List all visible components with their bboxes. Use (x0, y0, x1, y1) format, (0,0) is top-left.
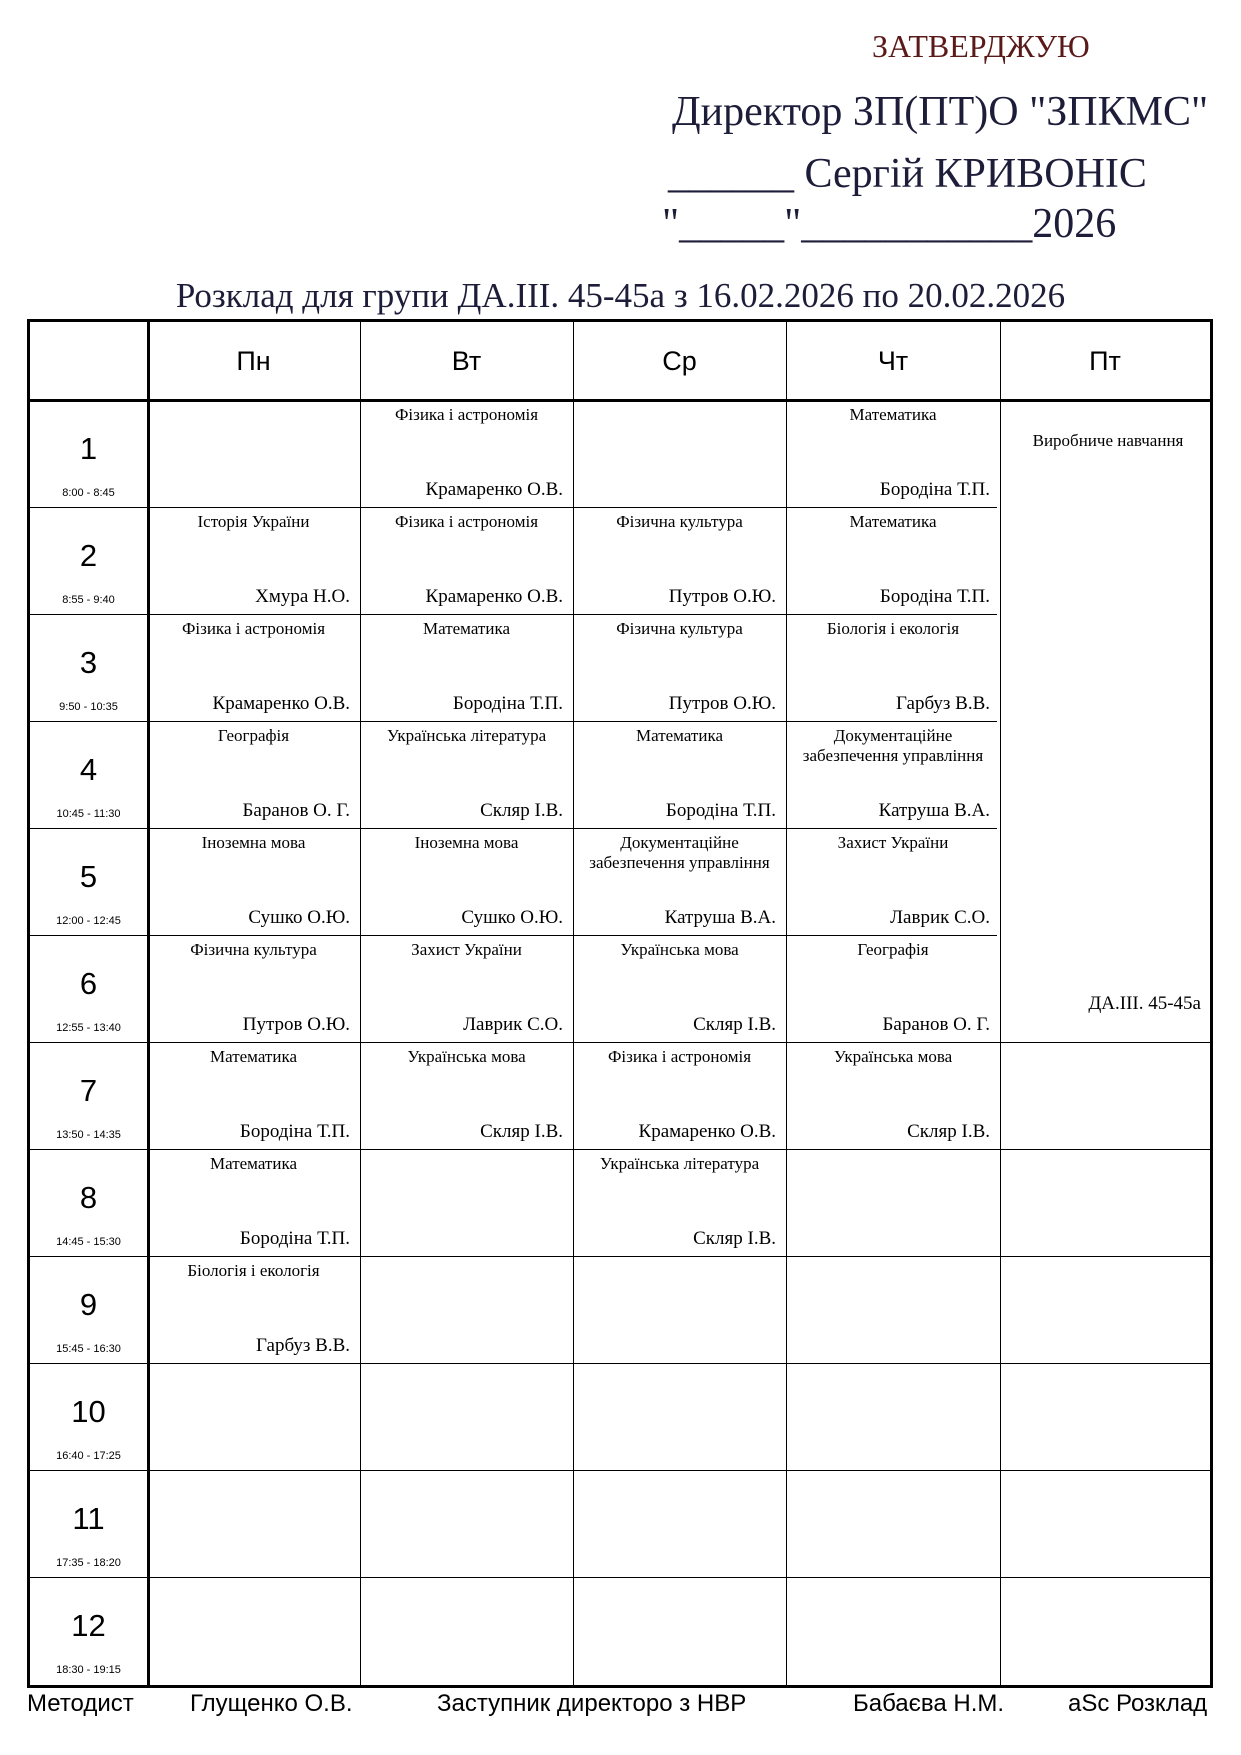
lesson-subject: Фізика і астрономія (394, 512, 539, 531)
period-time: 16:40 - 17:25 (56, 1450, 121, 1462)
day-header-3: Ср (662, 346, 697, 376)
row-divider (30, 935, 997, 936)
period-number: 6 (79, 966, 98, 1001)
lesson-teacher: Бородіна Т.П. (879, 586, 990, 607)
methodist-name: Глущенко О.В. (190, 1690, 353, 1717)
lesson-subject: Математика (209, 1154, 298, 1173)
row-divider (30, 1042, 1210, 1043)
period-time: 9:50 - 10:35 (59, 701, 118, 713)
column-divider (786, 322, 787, 1685)
page-title: Розклад для групи ДА.ІІІ. 45-45а з 16.02.2026 по 20.02.2026 (175, 276, 1066, 315)
lesson-teacher: Крамаренко О.В. (638, 1121, 776, 1142)
lesson-subject: Українська література (386, 726, 547, 745)
deputy-name: Бабаєва Н.М. (853, 1690, 1005, 1717)
period-time: 13:50 - 14:35 (56, 1129, 121, 1141)
lesson-teacher: Катруша В.А. (878, 800, 990, 821)
lesson-subject: Математика (635, 726, 724, 745)
lesson-teacher: Скляр І.В. (693, 1228, 776, 1249)
period-time: 17:35 - 18:20 (56, 1557, 121, 1569)
lesson-subject: Фізична культура (616, 512, 743, 531)
period-time: 10:45 - 11:30 (56, 808, 121, 820)
row-divider (30, 828, 997, 829)
period-number: 1 (79, 431, 98, 466)
lesson-teacher: Крамаренко О.В. (212, 693, 350, 714)
column-divider (147, 322, 150, 1685)
period-time: 14:45 - 15:30 (56, 1236, 121, 1248)
lesson-teacher: Сушко О.Ю. (248, 907, 350, 928)
deputy-label: Заступник директоро з НВР (437, 1690, 747, 1717)
period-time: 18:30 - 19:15 (56, 1664, 121, 1676)
period-time: 8:00 - 8:45 (62, 487, 115, 499)
lesson-subject: Біологія і екологія (187, 1261, 320, 1280)
row-divider (30, 1149, 1210, 1150)
day-header-2: Вт (451, 346, 482, 376)
lesson-subject: Захист України (411, 940, 522, 959)
signature-line: ______ Сергій КРИВОНІС (668, 151, 1147, 197)
lesson-teacher: Баранов О. Г. (242, 800, 350, 821)
lesson-teacher: Баранов О. Г. (882, 1014, 990, 1035)
lesson-teacher: Бородіна Т.П. (879, 479, 990, 500)
row-divider (30, 1470, 1210, 1471)
period-number: 8 (79, 1180, 98, 1215)
lesson-teacher: Крамаренко О.В. (425, 586, 563, 607)
lesson-teacher: Бородіна Т.П. (452, 693, 563, 714)
lesson-subject: Біологія і екологія (826, 619, 960, 638)
lesson-teacher: Скляр І.В. (480, 1121, 563, 1142)
period-number: 7 (79, 1073, 98, 1108)
period-number: 4 (79, 752, 98, 787)
lesson-teacher: Путров О.Ю. (242, 1014, 350, 1035)
friday-subject: Виробниче навчання (1032, 431, 1184, 450)
date-line: "_____"___________2026 (662, 201, 1117, 247)
lesson-teacher: Гарбуз В.В. (256, 1335, 350, 1356)
day-header-1: Пн (236, 346, 271, 376)
lesson-teacher: Лаврик С.О. (890, 907, 990, 928)
period-number: 10 (71, 1394, 106, 1429)
row-divider (30, 614, 997, 615)
lesson-teacher: Скляр І.В. (480, 800, 563, 821)
lesson-subject: Математика (209, 1047, 298, 1066)
period-number: 5 (79, 859, 98, 894)
period-time: 8:55 - 9:40 (62, 594, 115, 606)
row-divider (30, 507, 997, 508)
period-number: 3 (79, 645, 98, 680)
schedule-table (27, 319, 1213, 1688)
lesson-subject: Фізика і астрономія (181, 619, 326, 638)
lesson-teacher: Катруша В.А. (664, 907, 776, 928)
lesson-subject: Математика (849, 512, 937, 531)
lesson-teacher: Путров О.Ю. (668, 693, 776, 714)
period-number: 11 (72, 1501, 105, 1536)
period-number: 12 (71, 1608, 106, 1643)
lesson-subject: Українська мова (620, 940, 739, 959)
lesson-teacher: Гарбуз В.В. (896, 693, 990, 714)
period-time: 12:55 - 13:40 (56, 1022, 121, 1034)
friday-group: ДА.ІІІ. 45-45а (1088, 993, 1201, 1014)
lesson-teacher: Скляр І.В. (907, 1121, 990, 1142)
column-divider (1000, 322, 1001, 1685)
row-divider (30, 1363, 1210, 1364)
lesson-subject: Фізика і астрономія (607, 1047, 752, 1066)
lesson-subject: Фізична культура (190, 940, 317, 959)
lesson-teacher: Бородіна Т.П. (665, 800, 776, 821)
lesson-subject: Іноземна мова (414, 833, 519, 852)
lesson-subject: Історія України (197, 512, 310, 531)
lesson-subject: Українська мова (833, 1047, 953, 1066)
lesson-subject: Іноземна мова (201, 833, 306, 852)
period-time: 12:00 - 12:45 (56, 915, 121, 927)
row-divider (30, 1256, 1210, 1257)
lesson-subject: Документаційне забезпечення управління (589, 833, 770, 872)
lesson-teacher: Путров О.Ю. (668, 586, 776, 607)
period-time: 15:45 - 16:30 (56, 1343, 121, 1355)
row-divider (30, 1577, 1210, 1578)
lesson-subject: Українська мова (407, 1047, 526, 1066)
period-number: 9 (79, 1287, 98, 1322)
lesson-subject: Фізика і астрономія (394, 405, 539, 424)
row-divider (30, 721, 997, 722)
column-divider (360, 322, 361, 1685)
methodist-label: Методист (27, 1690, 134, 1717)
lesson-teacher: Бородіна Т.П. (239, 1228, 350, 1249)
approve-stamp: ЗАТВЕРДЖУЮ (872, 28, 1090, 64)
lesson-teacher: Лаврик С.О. (463, 1014, 563, 1035)
lesson-subject: Фізична культура (616, 619, 743, 638)
lesson-subject: Географія (857, 940, 929, 959)
lesson-teacher: Скляр І.В. (693, 1014, 776, 1035)
lesson-teacher: Хмура Н.О. (255, 586, 350, 607)
lesson-subject: Географія (217, 726, 290, 745)
lesson-subject: Документаційне забезпечення управління (802, 726, 984, 765)
day-header-4: Чт (877, 346, 909, 376)
lesson-subject: Захист України (837, 833, 949, 852)
director-title: Директор ЗП(ПТ)О "ЗПКМС" (672, 89, 1209, 135)
friday-practice-block (1003, 401, 1213, 1041)
lesson-teacher: Бородіна Т.П. (239, 1121, 350, 1142)
lesson-teacher: Сушко О.Ю. (461, 907, 563, 928)
lesson-subject: Математика (849, 405, 937, 424)
lesson-subject: Українська література (599, 1154, 760, 1173)
lesson-subject: Математика (422, 619, 511, 638)
period-number: 2 (79, 538, 98, 573)
column-divider (573, 322, 574, 1685)
software-credit: aSc Розклад (1068, 1690, 1208, 1717)
day-header-5: Пт (1089, 346, 1121, 376)
lesson-teacher: Крамаренко О.В. (425, 479, 563, 500)
